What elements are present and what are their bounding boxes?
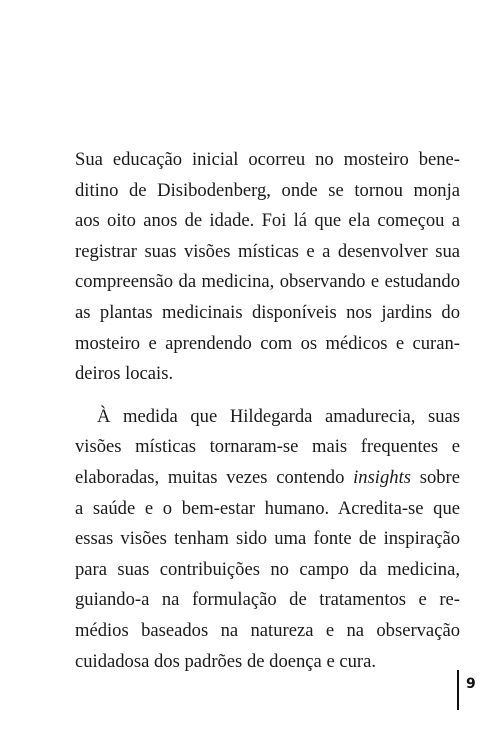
paragraph-2-line-7: guiando-a na formulação de tratamentos e re- bbox=[75, 589, 460, 611]
italic-word-insights: insights bbox=[353, 466, 411, 488]
paragraph-1-line-8: deiros locais. bbox=[75, 363, 174, 385]
paragraph-2-line-2: visões místicas tornaram-se mais frequentes e bbox=[75, 436, 460, 458]
paragraph-2-line-4: a saúde e o bem-estar humano. Acredita-se que bbox=[75, 497, 460, 519]
paragraph-1-line-5: compreensão da medicina, observando e estudando bbox=[75, 271, 460, 293]
paragraph-2-line-5: essas visões tenham sido uma fonte de inspiração bbox=[75, 528, 460, 550]
paragraph-1-line-2: ditino de Disibodenberg, onde se tornou monja bbox=[75, 179, 460, 201]
page-number: 9 bbox=[466, 676, 476, 692]
line-text-after-italic: sobre bbox=[410, 466, 460, 488]
paragraph-2-line-9: cuidadosa dos padrões de doença e cura. bbox=[75, 650, 376, 672]
paragraph-2-line-1: À medida que Hildegarda amadurecia, suas bbox=[97, 405, 460, 427]
folio-rule bbox=[457, 670, 459, 710]
paragraph-2-line-3 bbox=[75, 463, 460, 494]
paragraph-1-line-1: Sua educação inicial ocorreu no mosteiro bene- bbox=[75, 149, 460, 170]
paragraph-2-line-8: médios baseados na natureza e na observação bbox=[75, 619, 460, 641]
body-text bbox=[75, 145, 460, 677]
paragraph-1-line-6: as plantas medicinais disponíveis nos jardins do bbox=[75, 301, 460, 323]
paragraph-1-line-4: registrar suas visões místicas e a desenvolver sua bbox=[75, 240, 460, 262]
paragraph-1-line-7: mosteiro e aprendendo com os médicos e curan- bbox=[75, 332, 460, 354]
paragraph-1-line-3: aos oito anos de idade. Foi lá que ela começou a bbox=[75, 210, 460, 232]
paragraph-gap bbox=[75, 390, 460, 402]
paragraph-2-line-6: para suas contribuições no campo da medicina, bbox=[75, 558, 460, 580]
line-text-before-italic: elaboradas, muitas vezes contendo bbox=[75, 466, 354, 488]
